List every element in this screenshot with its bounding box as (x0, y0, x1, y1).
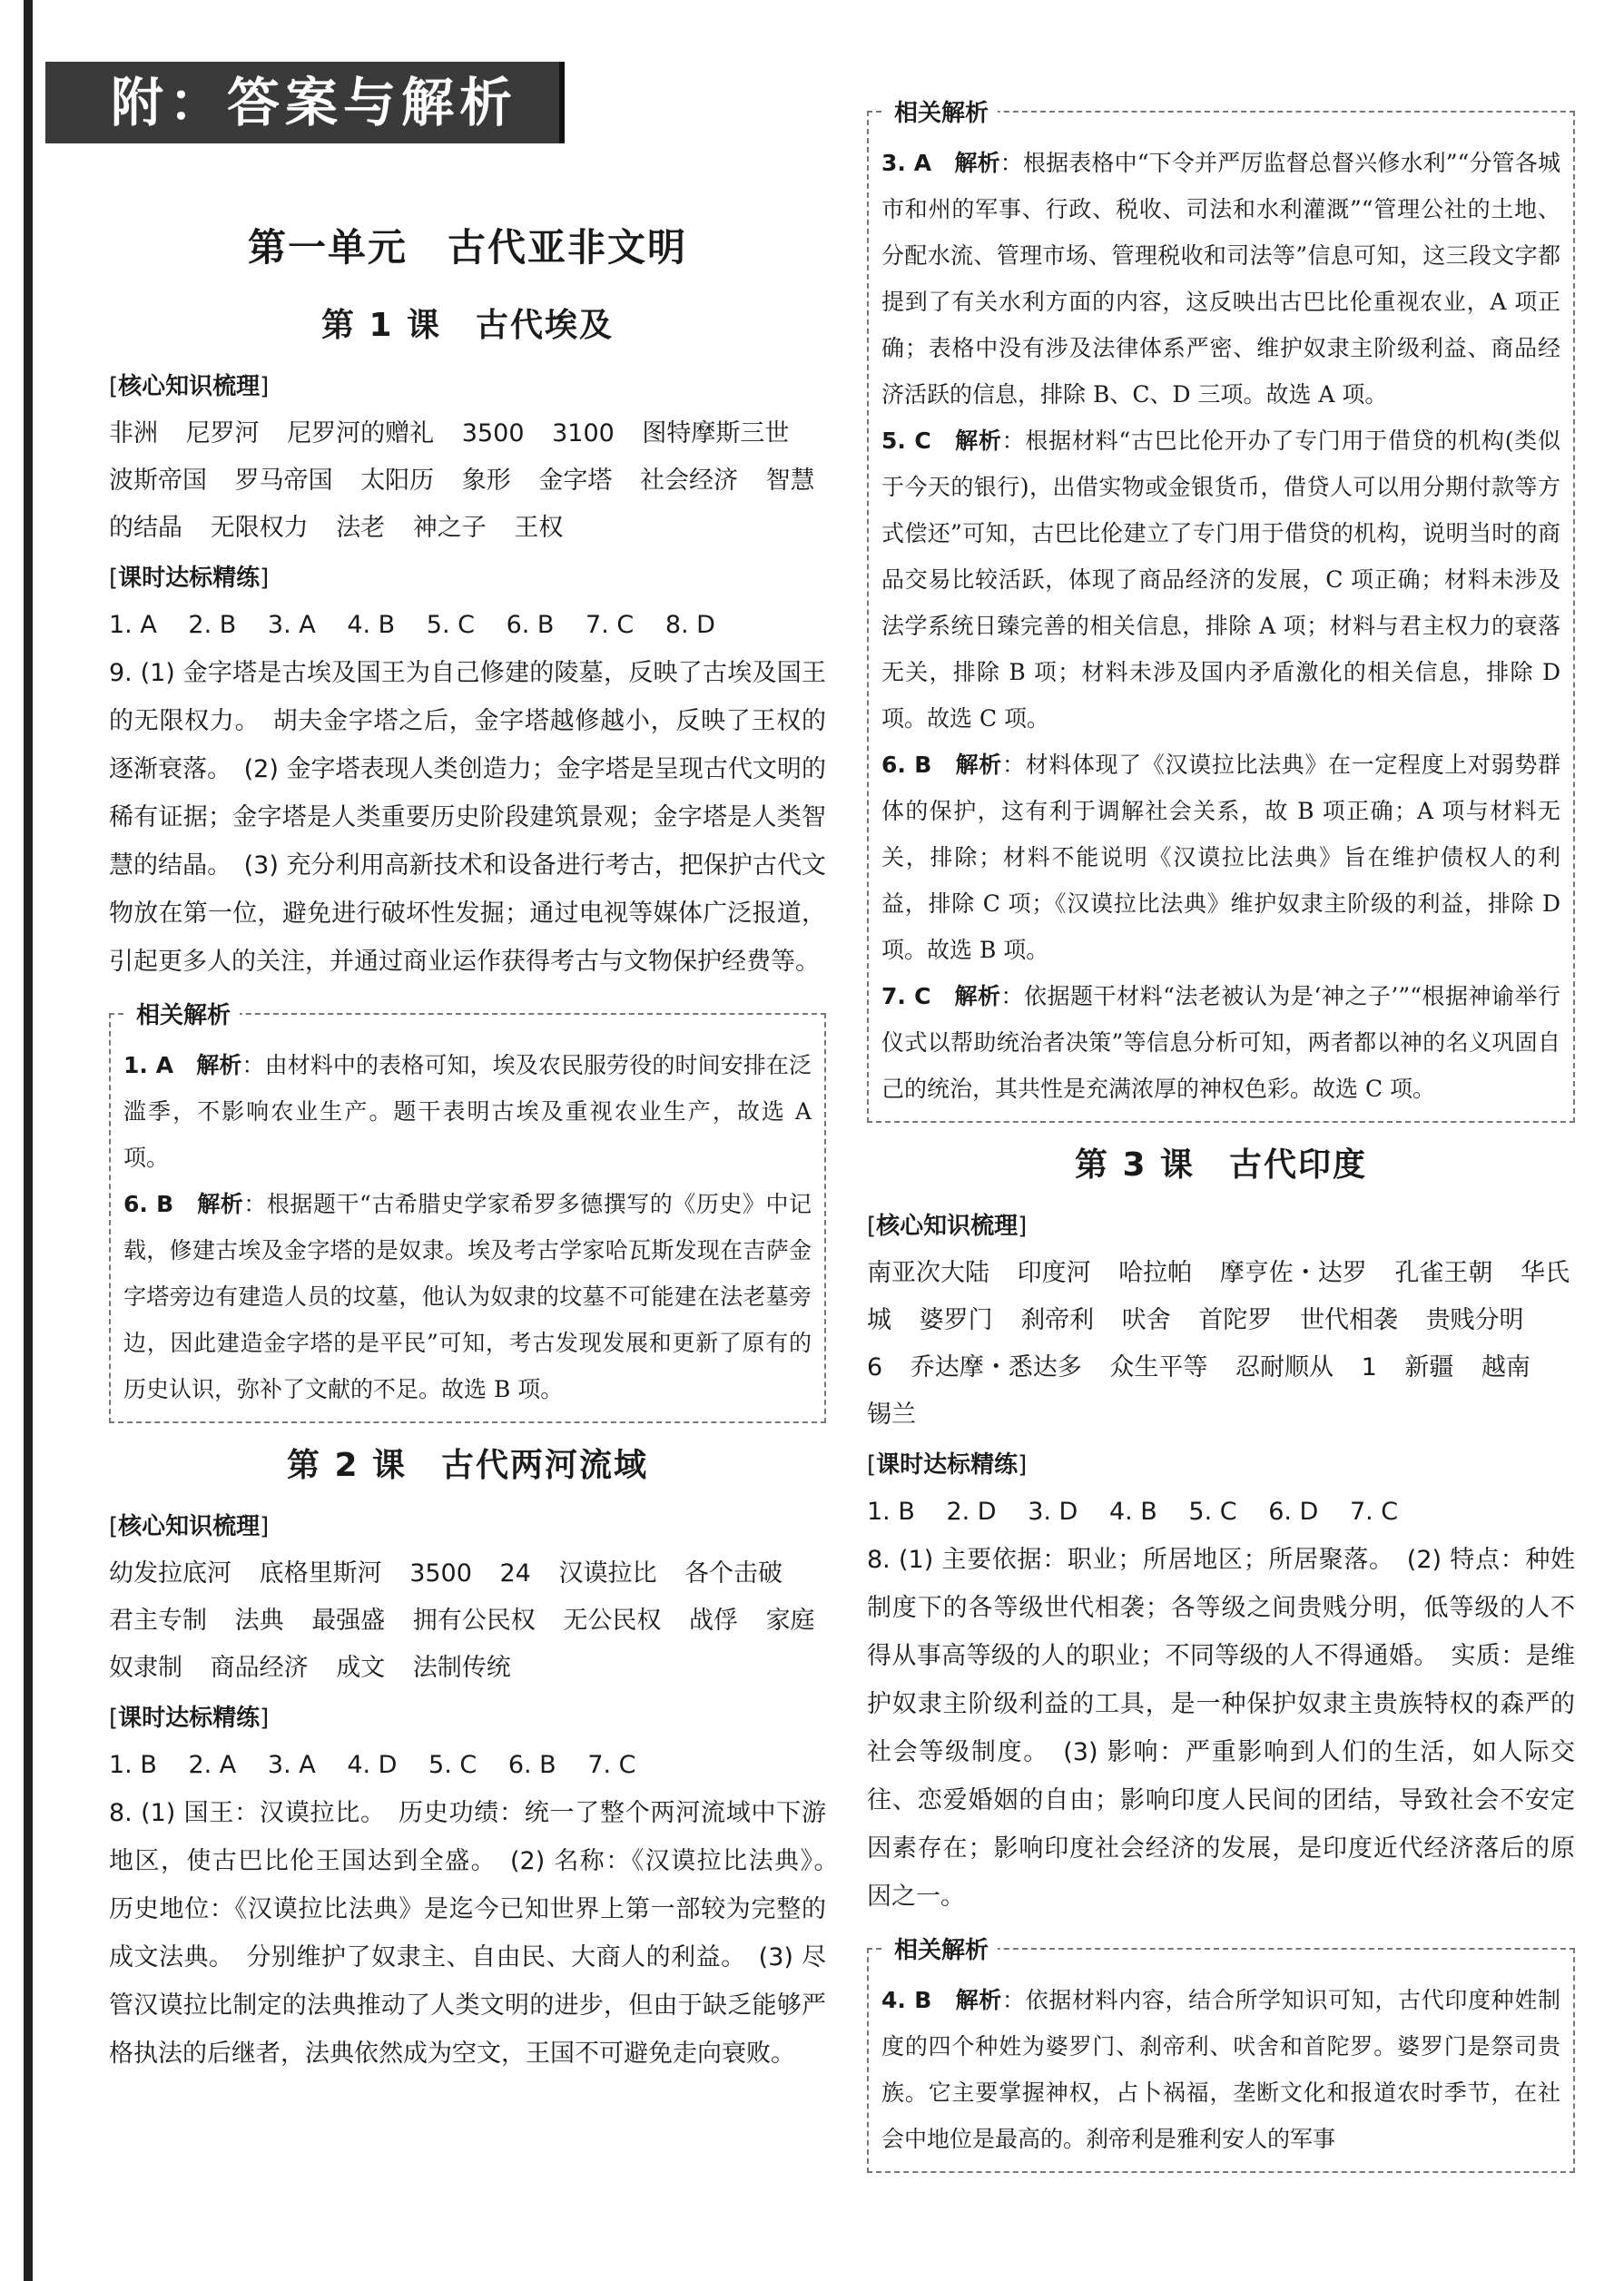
keyword: 24 (499, 1559, 531, 1588)
lesson-2-core-label: [ 核心知识梳理 ] (109, 1504, 274, 1545)
analysis-text: ：依据材料内容，结合所学知识可知，古代印度种姓制度的四个种姓为婆罗门、刹帝利、吠舍和首陀罗。婆罗门是祭司贵族。它主要掌握神权，占卜祸福，垄断文化和报道农时季节，在社会中地位是最高的。刹帝利是雅利安人的军事 (881, 1987, 1560, 2152)
keyword: 商品经济 (210, 1654, 309, 1682)
lesson-2-practice-label: [ 课时达标精练 ] (109, 1696, 274, 1736)
lesson-1-practice-label: [ 课时达标精练 ] (109, 556, 274, 596)
answer-item: 7. C (587, 1751, 636, 1779)
analysis-items (881, 1977, 1560, 2162)
keyword: 吠舍 (1121, 1306, 1171, 1334)
keyword: 法老 (336, 514, 386, 542)
analysis-text: ：根据题干“古希腊史学家希罗多德撰写的《历史》中记载，修建古埃及金字塔的是奴隶。埃及考古学家哈瓦斯发现在吉萨金字塔旁边有建造人员的坟墓，他认为奴隶的坟墓不可能建在法老墓旁边，因此建造金字塔的是平民”可知，考古发现发展和更新了原有的历史认识，弥补了文献的不足。故选 B 项。 (123, 1191, 812, 1402)
lesson-2-answers (109, 1742, 826, 1789)
keyword: 无限权力 (210, 514, 309, 542)
keyword: 尼罗河的赠礼 (287, 419, 435, 447)
analysis-number: 5. C (881, 428, 956, 454)
keyword: 哈拉帕 (1118, 1259, 1193, 1287)
keyword: 孔雀王朝 (1394, 1259, 1493, 1287)
keyword: 忍耐顺从 (1235, 1353, 1334, 1381)
keyword: 图特摩斯三世 (642, 419, 790, 447)
keyword: 底格里斯河 (259, 1559, 382, 1588)
analysis-box-label: 相关解析 (127, 997, 240, 1030)
analysis-item (881, 973, 1560, 1112)
unit-title: 第一单元 古代亚非文明 (247, 225, 687, 270)
answer-item: 6. D (1268, 1498, 1319, 1526)
analysis-number: 7. C (881, 983, 955, 1009)
answer-item: 5. C (428, 1751, 477, 1779)
keyword: 印度河 (1017, 1259, 1091, 1287)
keyword: 最强盛 (311, 1607, 386, 1635)
keyword: 罗马帝国 (234, 467, 333, 495)
analysis-items (881, 140, 1560, 1112)
lesson-2-question-8: 8. (1) 国王：汉谟拉比。 历史功绩：统一了整个两河流域中下游地区，使古巴比伦王国达到全盛。 (2) 名称：《汉谟拉比法典》。 历史地位：《汉谟拉比法典》是迄今已知世界上第一部较为完整的成文法典。 分别维护了奴隶主、自由民、大商人的利益。 (3) 尽管汉谟拉比制定的法典推动了人类文明的进步，但由于缺乏能够严格执法的后继者，法典依然成为空文，王国不可避免走向衰败。 (109, 1799, 851, 2068)
analysis-tag: 解析 (197, 1191, 244, 1217)
lesson-1-core-label: [ 核心知识梳理 ] (109, 364, 274, 405)
keyword: 成文 (336, 1654, 386, 1682)
page-title: 附：答案与解析 (111, 72, 518, 133)
keyword: 婆罗门 (919, 1306, 993, 1334)
keyword: 幼发拉底河 (109, 1559, 231, 1588)
analysis-tag: 解析 (954, 150, 1000, 176)
analysis-items (123, 1042, 812, 1412)
analysis-number: 6. B (123, 1191, 198, 1217)
lesson-2-title: 第 2 课 古代两河流域 (286, 1447, 649, 1484)
analysis-item (881, 418, 1560, 742)
analysis-number: 6. B (881, 752, 956, 778)
left-column (109, 136, 851, 2078)
answer-item: 2. D (946, 1498, 997, 1526)
keyword: 各个击破 (684, 1559, 783, 1588)
analysis-item (881, 742, 1560, 973)
answer-item: 2. A (188, 1751, 237, 1779)
analysis-item (123, 1042, 812, 1181)
keyword: 新疆 (1404, 1353, 1454, 1381)
answer-item: 4. D (347, 1751, 398, 1779)
lesson-1-analysis-box (109, 1002, 826, 1423)
answer-item: 6. B (507, 1751, 556, 1779)
lesson-3-answers (867, 1489, 1575, 1536)
keyword: 摩亨佐・达罗 (1219, 1259, 1367, 1287)
binding-spine (24, 0, 33, 2281)
answer-item: 4. B (1108, 1498, 1157, 1526)
keyword: 乔达摩・悉达多 (910, 1353, 1082, 1381)
lesson-2-analysis-box (867, 100, 1575, 1123)
keyword: 法典 (234, 1607, 284, 1635)
lesson-3-practice-label: [ 课时达标精练 ] (867, 1442, 1032, 1483)
keyword: 王权 (514, 514, 564, 542)
lesson-3-analysis-box (867, 1937, 1575, 2173)
keyword: 刹帝利 (1020, 1306, 1095, 1334)
analysis-text: ：由材料中的表格可知，埃及农民服劳役的时间安排在泛滥季，不影响农业生产。题干表明古埃及重视农业生产，故选 A 项。 (123, 1052, 812, 1171)
answer-item: 8. D (664, 611, 715, 639)
keyword: 智慧的结晶 (109, 467, 815, 542)
lesson-1-title: 第 1 课 古代埃及 (320, 307, 615, 344)
keyword: 华氏城 (867, 1259, 1570, 1334)
keyword: 尼罗河 (185, 419, 260, 447)
keyword: 波斯帝国 (109, 467, 207, 495)
analysis-number: 3. A (881, 150, 955, 176)
analysis-tag: 解析 (196, 1052, 242, 1078)
answer-item: 7. C (1349, 1498, 1399, 1526)
keyword: 社会经济 (639, 467, 738, 495)
answer-item: 3. A (267, 1751, 316, 1779)
answer-item: 5. C (426, 611, 475, 639)
analysis-text: ：依据题干材料“法老被认为是‘神之子’”“根据神谕举行仪式以帮助统治者决策”等信息分析可知，两者都以神的名义巩固自己的统治，其共性是充满浓厚的神权色彩。故选 C 项。 (881, 983, 1560, 1102)
answer-item: 2. B (188, 611, 237, 639)
answer-item: 7. C (586, 611, 635, 639)
keyword: 贵贱分明 (1425, 1306, 1524, 1334)
answer-item: 3. D (1028, 1498, 1078, 1526)
keyword: 象形 (461, 467, 511, 495)
answer-item: 1. A (109, 611, 157, 639)
answer-item: 1. B (867, 1498, 915, 1526)
keyword: 神之子 (412, 514, 487, 542)
lesson-1-answers (109, 602, 826, 649)
keyword: 6 (867, 1353, 883, 1381)
analysis-number: 1. A (123, 1052, 197, 1078)
keyword: 君主专制 (109, 1607, 207, 1635)
keyword: 众生平等 (1109, 1353, 1208, 1381)
right-column (867, 102, 1575, 2189)
keyword: 世代相袭 (1299, 1306, 1398, 1334)
analysis-tag: 解析 (955, 1987, 1002, 2013)
answer-item: 4. B (347, 611, 396, 639)
analysis-box-label: 相关解析 (885, 94, 998, 128)
lesson-1-question-9: 9. (1) 金字塔是古埃及国王为自己修建的陵墓，反映了古埃及国王的无限权力。 胡夫金字塔之后，金字塔越修越小，反映了王权的逐渐衰落。 (2) 金字塔表现人类创造力；金字塔是呈现古代文明的稀有证据；金字塔是人类重要历史阶段建筑景观；金字塔是人类智慧的结晶。 (3) 充分利用高新技术和设备进行考古，把保护古代文物放在第一位，避免进行破坏性发掘；通过电视等媒体广泛报道，引起更多人的关注，并通过商业运作获得考古与文物保护经费等。 (109, 659, 826, 976)
answer-item: 5. C (1188, 1498, 1237, 1526)
keyword: 无公民权 (563, 1607, 662, 1635)
analysis-text: ：材料体现了《汉谟拉比法典》在一定程度上对弱势群体的保护，这有利于调解社会关系，故 B 项正确；A 项与材料无关，排除；材料不能说明《汉谟拉比法典》旨在维护债权人的利益，排除 C 项；《汉谟拉比法典》维护奴隶主阶级的利益，排除 D 项。故选 B 项。 (881, 752, 1560, 963)
analysis-item (881, 140, 1560, 418)
keyword: 拥有公民权 (412, 1607, 536, 1635)
keyword: 越南 (1481, 1353, 1530, 1381)
analysis-item (881, 1977, 1560, 2162)
keyword: 南亚次大陆 (867, 1259, 989, 1287)
analysis-tag: 解析 (955, 428, 1002, 454)
keyword: 金字塔 (538, 467, 613, 495)
analysis-tag: 解析 (955, 752, 1002, 778)
answer-item: 6. B (506, 611, 555, 639)
keyword: 锡兰 (867, 1401, 916, 1429)
keyword: 法制传统 (412, 1654, 511, 1682)
keyword: 首陀罗 (1198, 1306, 1273, 1334)
keyword: 家庭奴隶制 (109, 1607, 815, 1682)
keyword: 3100 (552, 419, 615, 447)
answer-item: 1. B (109, 1751, 157, 1779)
keyword: 太阳历 (360, 467, 435, 495)
lesson-1-keywords (109, 410, 826, 552)
analysis-text: ：根据材料“古巴比伦开办了专门用于借贷的机构(类似于今天的银行)，出借实物或金银货币，借贷人可以用分期付款等方式偿还”可知，古巴比伦建立了专门用于借贷的机构，说明当时的商品交易比较活跃，体现了商品经济的发展，C 项正确；材料未涉及法学系统日臻完善的相关信息，排除 A 项；材料与君主权力的衰落无关，排除 B 项；材料未涉及国内矛盾激化的相关信息，排除 D 项。故选 C 项。 (881, 428, 1560, 732)
analysis-box-label: 相关解析 (885, 1932, 998, 1965)
analysis-item (123, 1181, 812, 1412)
answer-item: 3. A (267, 611, 316, 639)
lesson-3-question-8: 8. (1) 主要依据：职业；所居地区；所居聚落。 (2) 特点：种姓制度下的各等级世代相袭；各等级之间贵贱分明，低等级的人不得从事高等级的人的职业；不同等级的人不得通婚。 实质：是维护奴隶主阶级利益的工具，是一种保护奴隶主贵族特权的森严的社会等级制度。 (3) 影响：严重影响到人们的生活，如人际交往、恋爱婚姻的自由；影响印度人民间的团结，导致社会不安定因素存在；影响印度社会经济的发展，是印度近代经济落后的原因之一。 (867, 1546, 1575, 1911)
keyword: 3500 (409, 1559, 472, 1588)
lesson-2-keywords (109, 1550, 826, 1692)
keyword: 汉谟拉比 (558, 1559, 657, 1588)
keyword: 1 (1361, 1353, 1377, 1381)
header-banner (45, 62, 565, 143)
keyword: 3500 (461, 419, 525, 447)
analysis-text: ：根据表格中“下令并严厉监督总督兴修水利”“分管各城市和州的军事、行政、税收、司法和水利灌溉”“管理公社的土地、分配水流、管理市场、管理税收和司法等”信息可知，这三段文字都提到了有关水利方面的内容，这反映出古巴比伦重视农业，A 项正确；表格中没有涉及法律体系严密、维护奴隶主阶级利益、商品经济活跃的信息，排除 B、C、D 三项。故选 A 项。 (881, 150, 1560, 408)
analysis-tag: 解析 (954, 983, 1001, 1009)
keyword: 非洲 (109, 419, 158, 447)
lesson-3-keywords (867, 1250, 1575, 1439)
lesson-3-core-label: [ 核心知识梳理 ] (867, 1204, 1032, 1244)
analysis-number: 4. B (881, 1987, 956, 2013)
lesson-3-title: 第 3 课 古代印度 (1074, 1146, 1368, 1184)
keyword: 战俘 (688, 1607, 738, 1635)
